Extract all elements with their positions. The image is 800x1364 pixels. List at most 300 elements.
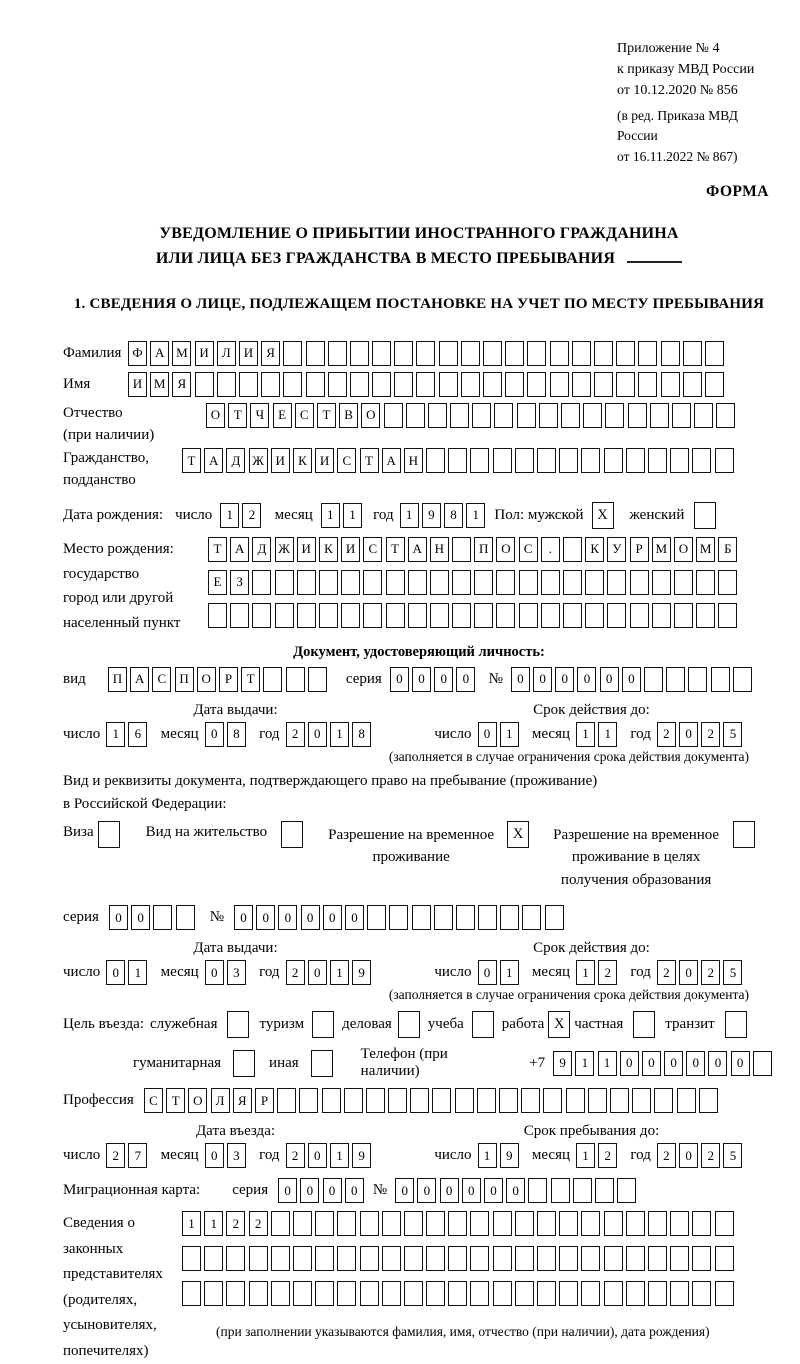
char-box[interactable]: Е: [273, 403, 292, 428]
char-box[interactable]: [153, 905, 172, 930]
char-box[interactable]: [517, 403, 536, 428]
char-box[interactable]: [448, 1281, 467, 1306]
char-box[interactable]: [252, 570, 271, 595]
char-box[interactable]: [652, 603, 671, 628]
char-box[interactable]: [733, 667, 752, 692]
char-box[interactable]: [718, 570, 737, 595]
char-box[interactable]: [182, 1246, 201, 1271]
char-box[interactable]: [439, 341, 458, 366]
char-box[interactable]: 8: [227, 722, 246, 747]
char-box[interactable]: [366, 1088, 385, 1113]
char-box[interactable]: [432, 1088, 451, 1113]
char-box[interactable]: [500, 905, 519, 930]
char-box[interactable]: [434, 905, 453, 930]
char-box[interactable]: 0: [395, 1178, 414, 1203]
char-box[interactable]: [666, 667, 685, 692]
char-box[interactable]: [626, 448, 645, 473]
char-box[interactable]: 1: [330, 722, 349, 747]
char-box[interactable]: [426, 1211, 445, 1236]
char-box[interactable]: [692, 1211, 711, 1236]
char-box[interactable]: Е: [208, 570, 227, 595]
char-box[interactable]: [595, 1178, 614, 1203]
char-box[interactable]: 0: [323, 905, 342, 930]
char-box[interactable]: [581, 1281, 600, 1306]
char-box[interactable]: [515, 1211, 534, 1236]
char-box[interactable]: 0: [205, 722, 224, 747]
char-box[interactable]: [483, 372, 502, 397]
char-box[interactable]: [494, 403, 513, 428]
char-box[interactable]: [261, 372, 280, 397]
char-box[interactable]: Т: [317, 403, 336, 428]
char-box[interactable]: [519, 603, 538, 628]
char-box[interactable]: [550, 372, 569, 397]
char-box[interactable]: [718, 603, 737, 628]
char-box[interactable]: [382, 1211, 401, 1236]
char-box[interactable]: 0: [417, 1178, 436, 1203]
char-box[interactable]: [350, 372, 369, 397]
char-box[interactable]: 0: [278, 905, 297, 930]
char-box[interactable]: [430, 570, 449, 595]
char-box[interactable]: [363, 603, 382, 628]
char-box[interactable]: 1: [576, 722, 595, 747]
char-box[interactable]: [404, 1211, 423, 1236]
char-box[interactable]: 2: [657, 722, 676, 747]
char-box[interactable]: 2: [657, 960, 676, 985]
char-box[interactable]: [410, 1088, 429, 1113]
purpose-business-checkbox[interactable]: [398, 1011, 420, 1038]
char-box[interactable]: 2: [701, 1143, 720, 1168]
char-box[interactable]: 0: [440, 1178, 459, 1203]
char-box[interactable]: [581, 1246, 600, 1271]
char-box[interactable]: В: [339, 403, 358, 428]
char-box[interactable]: И: [271, 448, 290, 473]
char-box[interactable]: [306, 372, 325, 397]
char-box[interactable]: [537, 448, 556, 473]
char-box[interactable]: 1: [220, 503, 239, 528]
char-box[interactable]: [408, 603, 427, 628]
char-box[interactable]: [644, 667, 663, 692]
char-box[interactable]: Т: [228, 403, 247, 428]
char-box[interactable]: [474, 603, 493, 628]
char-box[interactable]: [638, 372, 657, 397]
char-box[interactable]: 1: [500, 960, 519, 985]
char-box[interactable]: С: [144, 1088, 163, 1113]
char-box[interactable]: С: [337, 448, 356, 473]
char-box[interactable]: Т: [208, 537, 227, 562]
char-box[interactable]: [496, 603, 515, 628]
char-box[interactable]: [559, 1246, 578, 1271]
char-box[interactable]: [271, 1246, 290, 1271]
char-box[interactable]: [452, 537, 471, 562]
temp-residence-checkbox[interactable]: X: [507, 821, 529, 848]
char-box[interactable]: [705, 372, 724, 397]
char-box[interactable]: [545, 905, 564, 930]
char-box[interactable]: [271, 1211, 290, 1236]
char-box[interactable]: И: [315, 448, 334, 473]
char-box[interactable]: Д: [252, 537, 271, 562]
char-box[interactable]: [692, 1246, 711, 1271]
char-box[interactable]: С: [363, 537, 382, 562]
char-box[interactable]: [474, 570, 493, 595]
char-box[interactable]: .: [541, 537, 560, 562]
char-box[interactable]: [699, 1088, 718, 1113]
char-box[interactable]: [263, 667, 282, 692]
char-box[interactable]: [367, 905, 386, 930]
char-box[interactable]: [275, 570, 294, 595]
char-box[interactable]: [753, 1051, 772, 1076]
char-box[interactable]: [630, 603, 649, 628]
char-box[interactable]: 0: [308, 1143, 327, 1168]
char-box[interactable]: [505, 341, 524, 366]
char-box[interactable]: [204, 1281, 223, 1306]
char-box[interactable]: [406, 403, 425, 428]
char-box[interactable]: 1: [576, 1143, 595, 1168]
char-box[interactable]: 1: [321, 503, 340, 528]
char-box[interactable]: [694, 403, 713, 428]
char-box[interactable]: 1: [128, 960, 147, 985]
gender-female-checkbox[interactable]: [694, 502, 716, 529]
char-box[interactable]: [470, 1211, 489, 1236]
char-box[interactable]: [408, 570, 427, 595]
char-box[interactable]: [588, 1088, 607, 1113]
char-box[interactable]: [452, 570, 471, 595]
char-box[interactable]: [626, 1246, 645, 1271]
char-box[interactable]: [670, 448, 689, 473]
char-box[interactable]: 0: [478, 722, 497, 747]
char-box[interactable]: 2: [226, 1211, 245, 1236]
char-box[interactable]: [306, 341, 325, 366]
char-box[interactable]: [483, 341, 502, 366]
char-box[interactable]: 0: [345, 905, 364, 930]
char-box[interactable]: [496, 570, 515, 595]
char-box[interactable]: [416, 372, 435, 397]
char-box[interactable]: О: [197, 667, 216, 692]
char-box[interactable]: [363, 570, 382, 595]
char-box[interactable]: [297, 570, 316, 595]
char-box[interactable]: Ж: [275, 537, 294, 562]
char-box[interactable]: 2: [286, 722, 305, 747]
char-box[interactable]: 0: [308, 722, 327, 747]
char-box[interactable]: [382, 1281, 401, 1306]
char-box[interactable]: [341, 603, 360, 628]
char-box[interactable]: А: [408, 537, 427, 562]
visa-checkbox[interactable]: [98, 821, 120, 848]
char-box[interactable]: [283, 372, 302, 397]
char-box[interactable]: [581, 448, 600, 473]
char-box[interactable]: Б: [718, 537, 737, 562]
char-box[interactable]: [249, 1281, 268, 1306]
char-box[interactable]: 9: [553, 1051, 572, 1076]
char-box[interactable]: А: [204, 448, 223, 473]
char-box[interactable]: [293, 1211, 312, 1236]
char-box[interactable]: [271, 1281, 290, 1306]
char-box[interactable]: [610, 1088, 629, 1113]
char-box[interactable]: [648, 1211, 667, 1236]
char-box[interactable]: [372, 341, 391, 366]
char-box[interactable]: [226, 1281, 245, 1306]
char-box[interactable]: [315, 1281, 334, 1306]
char-box[interactable]: [541, 570, 560, 595]
char-box[interactable]: [672, 403, 691, 428]
char-box[interactable]: [626, 1211, 645, 1236]
char-box[interactable]: С: [295, 403, 314, 428]
char-box[interactable]: 0: [390, 667, 409, 692]
char-box[interactable]: [559, 448, 578, 473]
char-box[interactable]: Я: [172, 372, 191, 397]
char-box[interactable]: [594, 372, 613, 397]
char-box[interactable]: А: [382, 448, 401, 473]
char-box[interactable]: [581, 1211, 600, 1236]
char-box[interactable]: Т: [241, 667, 260, 692]
char-box[interactable]: 0: [234, 905, 253, 930]
char-box[interactable]: [716, 403, 735, 428]
char-box[interactable]: 0: [456, 667, 475, 692]
char-box[interactable]: 0: [205, 960, 224, 985]
char-box[interactable]: 0: [345, 1178, 364, 1203]
temp-residence-education-checkbox[interactable]: [733, 821, 755, 848]
char-box[interactable]: Т: [166, 1088, 185, 1113]
char-box[interactable]: [182, 1281, 201, 1306]
char-box[interactable]: 0: [622, 667, 641, 692]
char-box[interactable]: [470, 448, 489, 473]
char-box[interactable]: 0: [577, 667, 596, 692]
char-box[interactable]: Р: [219, 667, 238, 692]
char-box[interactable]: И: [297, 537, 316, 562]
char-box[interactable]: [394, 341, 413, 366]
char-box[interactable]: [585, 570, 604, 595]
char-box[interactable]: 0: [686, 1051, 705, 1076]
char-box[interactable]: [711, 667, 730, 692]
char-box[interactable]: 0: [679, 960, 698, 985]
char-box[interactable]: [696, 570, 715, 595]
char-box[interactable]: [448, 1246, 467, 1271]
purpose-private-checkbox[interactable]: [633, 1011, 655, 1038]
char-box[interactable]: 0: [278, 1178, 297, 1203]
char-box[interactable]: М: [150, 372, 169, 397]
char-box[interactable]: [715, 1211, 734, 1236]
char-box[interactable]: [688, 667, 707, 692]
char-box[interactable]: [384, 403, 403, 428]
char-box[interactable]: О: [496, 537, 515, 562]
char-box[interactable]: 1: [343, 503, 362, 528]
purpose-study-checkbox[interactable]: [472, 1011, 494, 1038]
char-box[interactable]: [322, 1088, 341, 1113]
purpose-other-checkbox[interactable]: [311, 1050, 333, 1077]
char-box[interactable]: Л: [211, 1088, 230, 1113]
char-box[interactable]: 1: [204, 1211, 223, 1236]
char-box[interactable]: [456, 905, 475, 930]
char-box[interactable]: [275, 603, 294, 628]
char-box[interactable]: 0: [308, 960, 327, 985]
char-box[interactable]: 8: [444, 503, 463, 528]
char-box[interactable]: [337, 1211, 356, 1236]
char-box[interactable]: О: [674, 537, 693, 562]
char-box[interactable]: 0: [731, 1051, 750, 1076]
char-box[interactable]: [426, 1246, 445, 1271]
char-box[interactable]: [328, 372, 347, 397]
char-box[interactable]: [648, 448, 667, 473]
char-box[interactable]: [617, 1178, 636, 1203]
char-box[interactable]: [319, 570, 338, 595]
char-box[interactable]: [337, 1281, 356, 1306]
char-box[interactable]: Р: [630, 537, 649, 562]
char-box[interactable]: 1: [478, 1143, 497, 1168]
char-box[interactable]: [604, 1281, 623, 1306]
char-box[interactable]: [715, 1281, 734, 1306]
char-box[interactable]: [412, 905, 431, 930]
char-box[interactable]: [493, 448, 512, 473]
char-box[interactable]: [299, 1088, 318, 1113]
char-box[interactable]: [386, 570, 405, 595]
char-box[interactable]: 0: [484, 1178, 503, 1203]
char-box[interactable]: 2: [598, 960, 617, 985]
char-box[interactable]: С: [152, 667, 171, 692]
char-box[interactable]: [573, 1178, 592, 1203]
char-box[interactable]: 2: [286, 1143, 305, 1168]
char-box[interactable]: [470, 1281, 489, 1306]
char-box[interactable]: [551, 1178, 570, 1203]
char-box[interactable]: [670, 1211, 689, 1236]
char-box[interactable]: М: [172, 341, 191, 366]
char-box[interactable]: [604, 1211, 623, 1236]
char-box[interactable]: [537, 1246, 556, 1271]
char-box[interactable]: [217, 372, 236, 397]
char-box[interactable]: 0: [664, 1051, 683, 1076]
char-box[interactable]: 2: [701, 722, 720, 747]
char-box[interactable]: [616, 341, 635, 366]
char-box[interactable]: 8: [352, 722, 371, 747]
char-box[interactable]: [715, 1246, 734, 1271]
char-box[interactable]: 1: [330, 960, 349, 985]
char-box[interactable]: [360, 1211, 379, 1236]
char-box[interactable]: [344, 1088, 363, 1113]
char-box[interactable]: [472, 403, 491, 428]
char-box[interactable]: 9: [500, 1143, 519, 1168]
char-box[interactable]: 0: [620, 1051, 639, 1076]
char-box[interactable]: [661, 341, 680, 366]
char-box[interactable]: 1: [575, 1051, 594, 1076]
char-box[interactable]: [360, 1246, 379, 1271]
char-box[interactable]: [539, 403, 558, 428]
char-box[interactable]: [477, 1088, 496, 1113]
char-box[interactable]: 2: [286, 960, 305, 985]
char-box[interactable]: 5: [723, 960, 742, 985]
char-box[interactable]: [448, 448, 467, 473]
char-box[interactable]: [426, 1281, 445, 1306]
char-box[interactable]: [692, 1281, 711, 1306]
char-box[interactable]: [394, 372, 413, 397]
char-box[interactable]: [293, 1281, 312, 1306]
char-box[interactable]: [594, 341, 613, 366]
char-box[interactable]: 0: [434, 667, 453, 692]
char-box[interactable]: 1: [330, 1143, 349, 1168]
char-box[interactable]: О: [188, 1088, 207, 1113]
char-box[interactable]: 0: [533, 667, 552, 692]
char-box[interactable]: [550, 341, 569, 366]
char-box[interactable]: [478, 905, 497, 930]
char-box[interactable]: 1: [106, 722, 125, 747]
char-box[interactable]: [696, 603, 715, 628]
residence-permit-checkbox[interactable]: [281, 821, 303, 848]
char-box[interactable]: П: [474, 537, 493, 562]
char-box[interactable]: [195, 372, 214, 397]
char-box[interactable]: 2: [701, 960, 720, 985]
char-box[interactable]: [226, 1246, 245, 1271]
char-box[interactable]: Н: [430, 537, 449, 562]
char-box[interactable]: 6: [128, 722, 147, 747]
char-box[interactable]: [528, 1178, 547, 1203]
char-box[interactable]: 3: [227, 960, 246, 985]
char-box[interactable]: [566, 1088, 585, 1113]
char-box[interactable]: [337, 1246, 356, 1271]
char-box[interactable]: 1: [598, 1051, 617, 1076]
char-box[interactable]: 0: [679, 722, 698, 747]
char-box[interactable]: [515, 448, 534, 473]
char-box[interactable]: П: [175, 667, 194, 692]
char-box[interactable]: [616, 372, 635, 397]
char-box[interactable]: [360, 1281, 379, 1306]
char-box[interactable]: [308, 667, 327, 692]
char-box[interactable]: [515, 1281, 534, 1306]
char-box[interactable]: Р: [255, 1088, 274, 1113]
char-box[interactable]: У: [607, 537, 626, 562]
char-box[interactable]: 0: [131, 905, 150, 930]
char-box[interactable]: [372, 372, 391, 397]
char-box[interactable]: [283, 341, 302, 366]
char-box[interactable]: [208, 603, 227, 628]
char-box[interactable]: И: [341, 537, 360, 562]
char-box[interactable]: Я: [233, 1088, 252, 1113]
char-box[interactable]: Ж: [249, 448, 268, 473]
char-box[interactable]: [493, 1211, 512, 1236]
char-box[interactable]: И: [239, 341, 258, 366]
char-box[interactable]: Ч: [250, 403, 269, 428]
char-box[interactable]: 1: [598, 722, 617, 747]
char-box[interactable]: [572, 372, 591, 397]
char-box[interactable]: О: [206, 403, 225, 428]
char-box[interactable]: [563, 537, 582, 562]
char-box[interactable]: 2: [106, 1143, 125, 1168]
char-box[interactable]: 1: [576, 960, 595, 985]
char-box[interactable]: 0: [412, 667, 431, 692]
char-box[interactable]: [628, 403, 647, 428]
char-box[interactable]: [252, 603, 271, 628]
char-box[interactable]: [715, 448, 734, 473]
char-box[interactable]: 0: [106, 960, 125, 985]
char-box[interactable]: 9: [352, 1143, 371, 1168]
char-box[interactable]: 0: [323, 1178, 342, 1203]
char-box[interactable]: 9: [422, 503, 441, 528]
char-box[interactable]: [315, 1246, 334, 1271]
char-box[interactable]: К: [585, 537, 604, 562]
char-box[interactable]: [239, 372, 258, 397]
char-box[interactable]: [493, 1246, 512, 1271]
char-box[interactable]: [585, 603, 604, 628]
char-box[interactable]: [319, 603, 338, 628]
char-box[interactable]: 1: [500, 722, 519, 747]
char-box[interactable]: [388, 1088, 407, 1113]
char-box[interactable]: [607, 570, 626, 595]
purpose-transit-checkbox[interactable]: [725, 1011, 747, 1038]
char-box[interactable]: [386, 603, 405, 628]
char-box[interactable]: [527, 341, 546, 366]
char-box[interactable]: И: [195, 341, 214, 366]
gender-male-checkbox[interactable]: X: [592, 502, 614, 529]
char-box[interactable]: 5: [723, 722, 742, 747]
char-box[interactable]: [583, 403, 602, 428]
char-box[interactable]: [404, 1246, 423, 1271]
char-box[interactable]: [176, 905, 195, 930]
